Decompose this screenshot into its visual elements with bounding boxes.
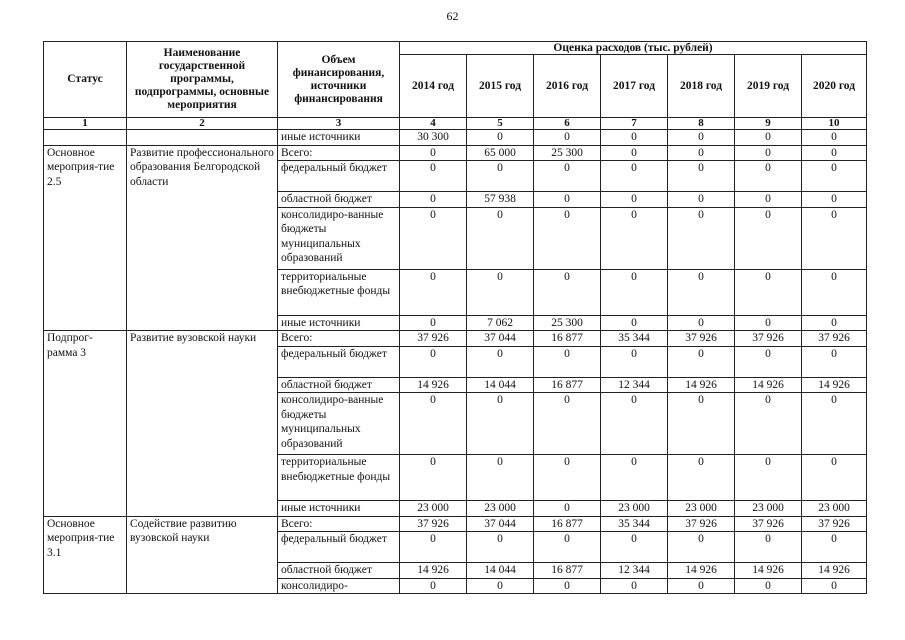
status-cell: Основное мероприя-тие 3.1 — [44, 516, 127, 594]
value-cell: 0 — [802, 346, 867, 377]
value-cell: 37 926 — [400, 516, 467, 532]
funding-source-cell: Всего: — [278, 145, 400, 161]
value-cell: 0 — [802, 269, 867, 315]
program-name-cell — [127, 130, 278, 146]
value-cell: 0 — [534, 578, 601, 594]
value-cell: 37 044 — [467, 331, 534, 347]
value-cell: 7 062 — [467, 315, 534, 331]
column-number: 4 — [400, 118, 467, 130]
status-cell: Основное мероприя-тие 2.5 — [44, 145, 127, 331]
value-cell: 0 — [735, 161, 802, 192]
value-cell: 0 — [467, 393, 534, 455]
value-cell: 37 926 — [668, 331, 735, 347]
value-cell: 0 — [802, 207, 867, 269]
column-number: 1 — [44, 118, 127, 130]
value-cell: 12 344 — [601, 563, 668, 579]
table-header — [44, 42, 867, 130]
value-cell: 0 — [400, 578, 467, 594]
value-cell: 14 926 — [668, 563, 735, 579]
value-cell: 0 — [601, 145, 668, 161]
value-cell: 0 — [534, 501, 601, 517]
value-cell: 0 — [400, 346, 467, 377]
funding-source-cell: территориальные внебюджетные фонды — [278, 269, 400, 315]
value-cell: 37 926 — [802, 331, 867, 347]
value-cell: 0 — [668, 455, 735, 501]
value-cell: 14 926 — [668, 377, 735, 393]
value-cell: 0 — [735, 207, 802, 269]
header-year: 2020 год — [802, 55, 867, 118]
value-cell: 0 — [400, 455, 467, 501]
column-number: 3 — [278, 118, 400, 130]
status-cell: Подпрог-рамма 3 — [44, 331, 127, 517]
value-cell: 14 926 — [735, 377, 802, 393]
column-number: 6 — [534, 118, 601, 130]
table-row — [44, 130, 867, 146]
value-cell: 16 877 — [534, 377, 601, 393]
value-cell: 14 044 — [467, 377, 534, 393]
value-cell: 0 — [467, 269, 534, 315]
value-cell: 0 — [601, 207, 668, 269]
value-cell: 0 — [735, 192, 802, 208]
header-status: Статус — [44, 42, 127, 118]
value-cell: 0 — [668, 192, 735, 208]
value-cell: 37 926 — [668, 516, 735, 532]
value-cell: 14 926 — [400, 563, 467, 579]
value-cell: 0 — [601, 161, 668, 192]
value-cell: 0 — [735, 346, 802, 377]
value-cell: 23 000 — [601, 501, 668, 517]
program-name-cell: Развитие профессионального образования Белгородской области — [127, 145, 278, 331]
value-cell: 0 — [802, 532, 867, 563]
value-cell: 0 — [467, 161, 534, 192]
value-cell: 65 000 — [467, 145, 534, 161]
value-cell: 23 000 — [400, 501, 467, 517]
value-cell: 0 — [735, 455, 802, 501]
program-name-cell: Содействие развитию вузовской науки — [127, 516, 278, 594]
value-cell: 0 — [467, 346, 534, 377]
value-cell: 0 — [735, 532, 802, 563]
value-cell: 14 926 — [735, 563, 802, 579]
column-number: 8 — [668, 118, 735, 130]
funding-source-cell: иные источники — [278, 315, 400, 331]
value-cell: 0 — [735, 578, 802, 594]
value-cell: 57 938 — [467, 192, 534, 208]
value-cell: 23 000 — [802, 501, 867, 517]
value-cell: 16 877 — [534, 563, 601, 579]
value-cell: 0 — [400, 315, 467, 331]
value-cell: 30 300 — [400, 130, 467, 146]
funding-source-cell: консолидиро-ванные бюджеты муниципальных образований — [278, 393, 400, 455]
value-cell: 0 — [668, 578, 735, 594]
value-cell: 0 — [668, 207, 735, 269]
budget-table — [43, 41, 867, 594]
header-year: 2014 год — [400, 55, 467, 118]
value-cell: 0 — [467, 578, 534, 594]
value-cell: 14 926 — [400, 377, 467, 393]
value-cell: 12 344 — [601, 377, 668, 393]
column-number: 5 — [467, 118, 534, 130]
value-cell: 0 — [601, 315, 668, 331]
value-cell: 0 — [735, 315, 802, 331]
value-cell: 0 — [668, 161, 735, 192]
column-number: 9 — [735, 118, 802, 130]
value-cell: 0 — [534, 207, 601, 269]
value-cell: 0 — [735, 130, 802, 146]
value-cell: 0 — [668, 532, 735, 563]
value-cell: 0 — [467, 207, 534, 269]
value-cell: 0 — [534, 393, 601, 455]
value-cell: 0 — [534, 532, 601, 563]
header-program-name: Наименование государственной программы, подпрограммы, основные мероприятия — [127, 42, 278, 118]
value-cell: 0 — [668, 130, 735, 146]
value-cell: 0 — [601, 578, 668, 594]
value-cell: 0 — [601, 455, 668, 501]
value-cell: 0 — [601, 269, 668, 315]
value-cell: 0 — [802, 130, 867, 146]
column-number: 7 — [601, 118, 668, 130]
funding-source-cell: федеральный бюджет — [278, 346, 400, 377]
value-cell: 0 — [668, 269, 735, 315]
value-cell: 0 — [400, 192, 467, 208]
value-cell: 23 000 — [735, 501, 802, 517]
value-cell: 0 — [802, 393, 867, 455]
value-cell: 16 877 — [534, 331, 601, 347]
value-cell: 0 — [467, 532, 534, 563]
value-cell: 23 000 — [668, 501, 735, 517]
funding-source-cell: иные источники — [278, 501, 400, 517]
funding-source-cell: федеральный бюджет — [278, 532, 400, 563]
table-row — [44, 145, 867, 161]
value-cell: 0 — [735, 145, 802, 161]
header-year: 2019 год — [735, 55, 802, 118]
value-cell: 0 — [735, 393, 802, 455]
value-cell: 0 — [400, 207, 467, 269]
program-name-cell: Развитие вузовской науки — [127, 331, 278, 517]
table-row — [44, 516, 867, 532]
value-cell: 0 — [668, 393, 735, 455]
value-cell: 0 — [735, 269, 802, 315]
value-cell: 0 — [802, 145, 867, 161]
value-cell: 0 — [534, 130, 601, 146]
funding-source-cell: Всего: — [278, 331, 400, 347]
table-body — [44, 130, 867, 594]
value-cell: 0 — [802, 578, 867, 594]
value-cell: 0 — [802, 192, 867, 208]
value-cell: 0 — [534, 269, 601, 315]
value-cell: 37 926 — [735, 331, 802, 347]
value-cell: 0 — [601, 346, 668, 377]
value-cell: 35 344 — [601, 331, 668, 347]
funding-source-cell: иные источники — [278, 130, 400, 146]
funding-source-cell: консолидиро- — [278, 578, 400, 594]
value-cell: 0 — [802, 455, 867, 501]
value-cell: 0 — [400, 161, 467, 192]
value-cell: 0 — [601, 393, 668, 455]
value-cell: 0 — [601, 130, 668, 146]
value-cell: 37 926 — [802, 516, 867, 532]
value-cell: 0 — [400, 145, 467, 161]
value-cell: 0 — [601, 532, 668, 563]
value-cell: 16 877 — [534, 516, 601, 532]
value-cell: 0 — [534, 455, 601, 501]
header-expense-estimate: Оценка расходов (тыс. рублей) — [400, 42, 867, 55]
value-cell: 37 044 — [467, 516, 534, 532]
column-number: 10 — [802, 118, 867, 130]
value-cell: 0 — [802, 161, 867, 192]
funding-source-cell: Всего: — [278, 516, 400, 532]
value-cell: 37 926 — [400, 331, 467, 347]
funding-source-cell: консолидиро-ванные бюджеты муниципальных образований — [278, 207, 400, 269]
funding-source-cell: областной бюджет — [278, 377, 400, 393]
header-year: 2018 год — [668, 55, 735, 118]
value-cell: 0 — [400, 269, 467, 315]
value-cell: 0 — [668, 145, 735, 161]
column-number-row — [44, 118, 867, 130]
funding-source-cell: федеральный бюджет — [278, 161, 400, 192]
value-cell: 0 — [534, 346, 601, 377]
value-cell: 0 — [400, 393, 467, 455]
value-cell: 0 — [467, 130, 534, 146]
header-funding: Объем финансирования, источники финансирования — [278, 42, 400, 118]
header-year: 2015 год — [467, 55, 534, 118]
table-row — [44, 331, 867, 347]
value-cell: 0 — [601, 192, 668, 208]
status-cell — [44, 130, 127, 146]
funding-source-cell: территориальные внебюджетные фонды — [278, 455, 400, 501]
value-cell: 0 — [467, 455, 534, 501]
page-number: 62 — [446, 9, 459, 23]
column-number: 2 — [127, 118, 278, 130]
value-cell: 0 — [400, 532, 467, 563]
value-cell: 0 — [668, 346, 735, 377]
funding-source-cell: областной бюджет — [278, 563, 400, 579]
value-cell: 0 — [534, 192, 601, 208]
value-cell: 0 — [534, 161, 601, 192]
value-cell: 25 300 — [534, 315, 601, 331]
value-cell: 37 926 — [735, 516, 802, 532]
header-year: 2017 год — [601, 55, 668, 118]
value-cell: 14 926 — [802, 377, 867, 393]
value-cell: 0 — [668, 315, 735, 331]
value-cell: 23 000 — [467, 501, 534, 517]
value-cell: 35 344 — [601, 516, 668, 532]
value-cell: 14 044 — [467, 563, 534, 579]
value-cell: 0 — [802, 315, 867, 331]
value-cell: 25 300 — [534, 145, 601, 161]
value-cell: 14 926 — [802, 563, 867, 579]
funding-source-cell: областной бюджет — [278, 192, 400, 208]
header-year: 2016 год — [534, 55, 601, 118]
